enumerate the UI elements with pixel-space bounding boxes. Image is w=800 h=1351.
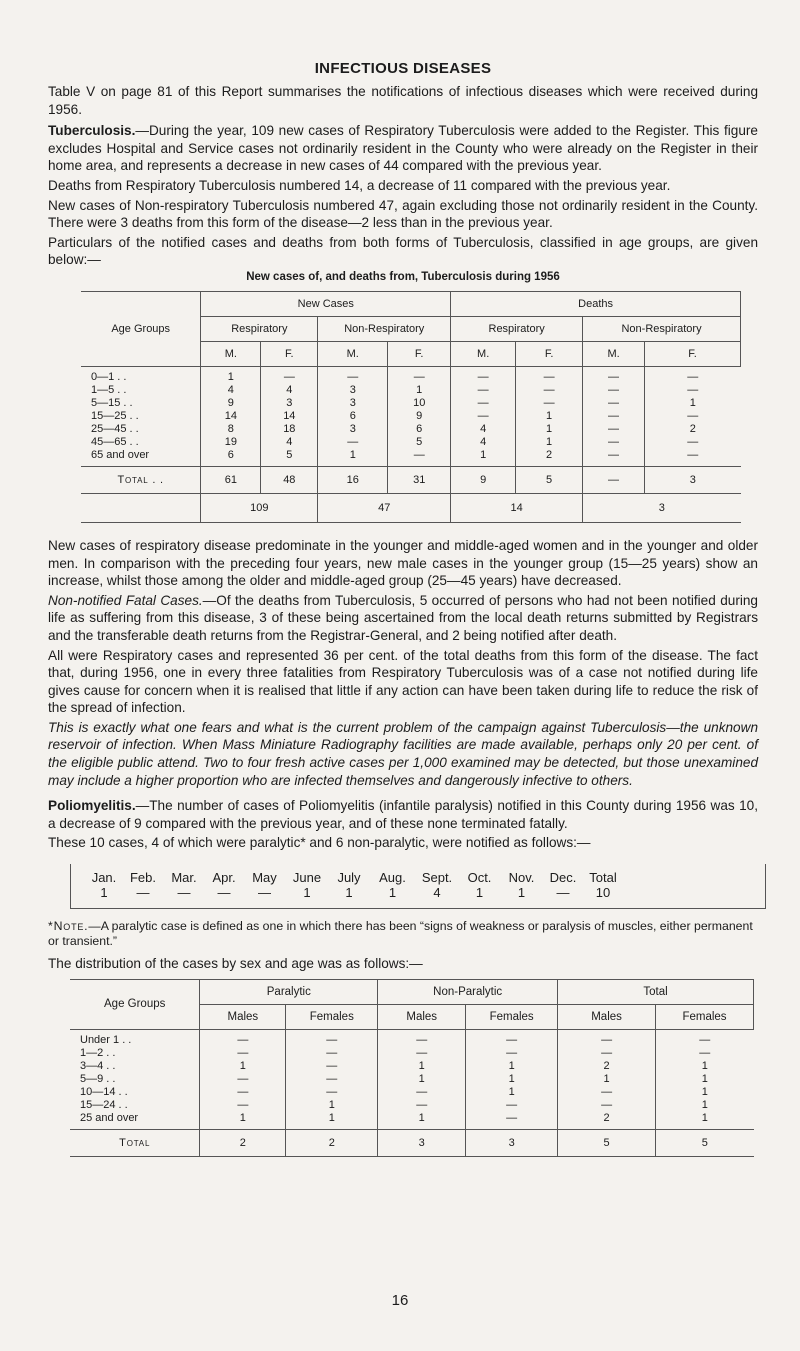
cell: — [416,1085,428,1098]
data-column [201,366,261,466]
data-column [645,366,741,466]
monthly-notifications [70,864,766,909]
cell: — [237,1072,249,1085]
tb-paragraph-3: New cases of Non-respiratory Tuberculosis numbered 47, again excluding those not ordinarily resident in the County. There were 3 deaths from this form of the disease—2 less than in the previous year. [48,197,758,231]
cell: — [601,1033,613,1046]
cell: — [608,435,620,448]
cell: — [237,1033,249,1046]
cell: — [237,1085,249,1098]
tuberculosis-table [81,291,741,523]
age-group-column [70,1029,200,1129]
cell: 3 [349,383,356,396]
cell: 1 [701,1085,708,1098]
total-cell: 3 [645,466,741,493]
total-cell: 61 [201,466,261,493]
cell: 9 [227,396,234,409]
data-column [656,1029,754,1129]
cell: — [237,1098,249,1111]
cell: 19 [224,435,237,448]
month-count: 1 [388,885,397,901]
month-label: July [337,870,361,886]
cell: 6 [349,409,356,422]
cell: — [608,448,620,461]
cell: 1 [349,448,356,461]
cell: 3 [349,396,356,409]
cell: — [543,383,555,396]
age-group-label: 5—15 . . [91,396,133,409]
cell: 1 [701,1072,708,1085]
col-f: F. [645,341,741,366]
cell: 1 [239,1111,246,1124]
cell: — [506,1098,518,1111]
deaths-header: Deaths [451,291,741,316]
new-resp-header: Respiratory [201,316,318,341]
age-group-label: Under 1 . . [80,1033,132,1046]
age-group-label: 15—25 . . [91,409,139,422]
col-f: F. [516,341,583,366]
data-column [318,366,388,466]
non-paralytic-header: Non-Paralytic [378,979,558,1004]
cell: 1 [508,1072,515,1085]
cell: 4 [286,383,293,396]
cell: — [416,1033,428,1046]
age-groups-header: Age Groups [70,979,200,1029]
col-males: Males [378,1004,466,1029]
age-group-label: 45—65 . . [91,435,139,448]
cell: — [477,409,489,422]
data-column [583,366,645,466]
cell: — [506,1046,518,1059]
data-column [286,1029,378,1129]
age-group-label: 5—9 . . [80,1072,116,1085]
month-label: May [252,870,277,886]
cell: — [326,1059,338,1072]
sum-blank [81,493,201,522]
cell: 1 [546,435,553,448]
new-cases-header: New Cases [201,291,451,316]
cell: — [687,435,699,448]
cell: 3 [286,396,293,409]
cell: — [477,370,489,383]
age-group-label: 1—5 . . [91,383,127,396]
age-group-label: 25 and over [80,1111,139,1124]
total-cell: — [583,466,645,493]
cell: — [699,1046,711,1059]
cell: — [687,409,699,422]
month-label: Dec. [549,870,577,886]
reservoir-paragraph: This is exactly what one fears and what is the current problem of the campaign against Tuberculosis—the unknown reservoir of infection. When Mass Miniature Radiography facilities are made available, perhaps only 20 per cent. of the eligible public attend. Two to four fresh active cases per 1,000 examined may be detected, but those unexamined may include a higher proportion who are infected themselves and dangerously infective to others. [48,719,758,788]
polio-paragraph-3: The distribution of the cases by sex and age was as follows:— [48,956,423,972]
cell: 1 [701,1111,708,1124]
data-column [388,366,451,466]
new-nonresp-header: Non-Respiratory [318,316,451,341]
age-group-label: 3—4 . . [80,1059,116,1072]
col-m: M. [583,341,645,366]
cell: — [283,370,295,383]
cell: 18 [283,422,296,435]
cell: — [543,396,555,409]
cell: 1 [328,1098,335,1111]
month-count: 1 [517,885,526,901]
intro-paragraph: Table V on page 81 of this Report summarises the notifications of infectious diseases which were received during 1956. [48,84,758,117]
month-count-row [85,885,765,900]
cell: — [687,448,699,461]
total-cell: 2 [286,1129,378,1156]
poliomyelitis-table [70,979,754,1157]
cell: 2 [603,1059,610,1072]
age-group-label: 65 and over [91,448,150,461]
cell: 2 [603,1111,610,1124]
cell: — [608,383,620,396]
col-males: Males [200,1004,286,1029]
total-cell: 31 [388,466,451,493]
total-label: Total [70,1129,200,1156]
month-header-row [85,870,765,885]
month-count: 10 [595,885,611,901]
cell: — [477,383,489,396]
cell: — [506,1033,518,1046]
age-group-label: 1—2 . . [80,1046,116,1059]
polio-heading: Poliomyelitis. [48,798,136,814]
cell: 14 [283,409,296,422]
cell: — [326,1046,338,1059]
sum-cell: 109 [201,493,318,522]
month-label: Jan. [91,870,117,886]
cell: 1 [418,1072,425,1085]
age-group-column [81,366,201,466]
month-label: Feb. [129,870,156,886]
cell: — [347,435,359,448]
month-label: Aug. [379,870,406,886]
cell: — [413,370,425,383]
month-count: 1 [100,885,108,901]
data-column [378,1029,466,1129]
paralytic-header: Paralytic [200,979,378,1004]
death-resp-header: Respiratory [451,316,583,341]
cell: 1 [418,1059,425,1072]
cell: — [699,1033,711,1046]
cell: — [347,370,359,383]
page-number: 16 [391,1292,409,1309]
col-females: Females [286,1004,378,1029]
cell: — [608,396,620,409]
col-m: M. [201,341,261,366]
tb-paragraph-4: Particulars of the notified cases and deaths from both forms of Tuberculosis, classified in age groups, are given below:— [48,234,758,268]
month-count: — [136,885,150,901]
cell: 6 [416,422,423,435]
month-count: 1 [345,885,353,901]
total-cell: 3 [378,1129,466,1156]
cell: — [326,1085,338,1098]
month-label: Oct. [467,870,492,886]
cell: 1 [416,383,423,396]
total-cell: 16 [318,466,388,493]
col-m: M. [318,341,388,366]
month-label: Sept. [421,870,453,886]
paralytic-footnote: *Note.—A paralytic case is defined as one in which there has been “signs of weakness or paralysis of muscles, either permanent or transient.” [48,919,753,949]
age-groups-header: Age Groups [81,291,201,366]
tb-paragraph-1: Tuberculosis.—During the year, 109 new cases of Respiratory Tuberculosis were added to the Register. This figure excludes Hospital and Service cases not ordinarily resident in the County who were already on the Register in their home area, and represents a decrease in new cases of 44 compared with the previous year. [48,123,758,174]
month-count: — [258,885,271,901]
month-label: Nov. [508,870,535,886]
cell: 4 [227,383,234,396]
page [48,60,758,1157]
cell: 1 [480,448,487,461]
total-cell: 5 [516,466,583,493]
cell: — [416,1098,428,1111]
polio-paragraph-2: These 10 cases, 4 of which were paralytic* and 6 non-paralytic, were notified as follows:— [48,835,591,851]
cell: 1 [603,1072,610,1085]
non-notified-heading: Non-notified Fatal Cases. [48,592,203,608]
col-m: M. [451,341,516,366]
polio-paragraph-1: Poliomyelitis.—The number of cases of Poliomyelitis (infantile paralysis) notified in this County during 1956 was 10, a decrease of 9 compared with the previous year, and of these none terminated fatally. [48,798,758,831]
col-f: F. [261,341,318,366]
cell: — [608,422,620,435]
cell: 2 [546,448,553,461]
month-label: Total [589,870,617,886]
data-column [466,1029,558,1129]
cell: — [413,448,425,461]
sum-cell: 3 [583,493,741,522]
col-females: Females [466,1004,558,1029]
page-title: INFECTIOUS DISEASES [314,60,492,77]
sum-cell: 14 [451,493,583,522]
cell: 1 [239,1059,246,1072]
cell: — [506,1111,518,1124]
cell: — [601,1085,613,1098]
cell: 1 [701,1059,708,1072]
cell: 4 [480,435,487,448]
month-count: 4 [433,885,441,901]
col-f: F. [388,341,451,366]
col-males: Males [558,1004,656,1029]
sum-cell: 47 [318,493,451,522]
cell: 1 [701,1098,708,1111]
cell: — [237,1046,249,1059]
age-group-label: 0—1 . . [91,370,127,383]
age-group-label: 15—24 . . [80,1098,128,1111]
cell: 2 [689,422,696,435]
cell: 9 [416,409,423,422]
data-column [200,1029,286,1129]
total-cell: 5 [558,1129,656,1156]
cell: 1 [546,409,553,422]
total-cell: 3 [466,1129,558,1156]
data-column [516,366,583,466]
cell: — [608,370,620,383]
month-label: June [292,870,322,886]
total-cell: 9 [451,466,516,493]
col-females: Females [656,1004,754,1029]
after-table-paragraph: New cases of respiratory disease predominate in the younger and middle-aged women and in the younger and older men. In comparison with the preceding four years, new male cases in the younger group (15—25 years) show an increase, whilst those among the older and middle-aged group (25—45 years) have decreased. [48,537,758,589]
cell: 1 [508,1085,515,1098]
tb-heading: Tuberculosis. [48,123,136,139]
data-column [558,1029,656,1129]
month-count: — [556,885,570,901]
cell: — [416,1046,428,1059]
data-column [451,366,516,466]
cell: 6 [227,448,234,461]
tb-paragraph-2: Deaths from Respiratory Tuberculosis numbered 14, a decrease of 11 compared with the previous year. [48,177,671,193]
month-count: — [217,885,231,901]
cell: — [326,1072,338,1085]
total-label: Total . . [81,466,201,493]
respiratory-paragraph: All were Respiratory cases and represented 36 per cent. of the total deaths from this form of the disease. The fact that, during 1956, one in every three fatalities from Respiratory Tuberculosis was of a case not notified during life gives cause for concern when it is realised that little if any action can have been taken during life to reduce the risk of the spread of infection. [48,647,758,716]
cell: 1 [689,396,696,409]
cell: 10 [413,396,426,409]
cell: 4 [286,435,293,448]
cell: 1 [546,422,553,435]
data-column [261,366,318,466]
cell: — [543,370,555,383]
note-label: *Note. [48,919,89,934]
cell: 1 [418,1111,425,1124]
cell: — [601,1098,613,1111]
total-cell: 5 [656,1129,754,1156]
table1-caption: New cases of, and deaths from, Tuberculosis during 1956 [246,270,560,283]
total-cell: 48 [261,466,318,493]
month-label: Apr. [212,870,236,886]
age-group-label: 25—45 . . [91,422,139,435]
total-cell: 2 [200,1129,286,1156]
cell: 5 [416,435,423,448]
cell: — [601,1046,613,1059]
death-nonresp-header: Non-Respiratory [583,316,741,341]
cell: — [326,1033,338,1046]
month-count: 1 [303,885,311,901]
cell: 4 [480,422,487,435]
cell: 8 [227,422,234,435]
cell: 1 [508,1059,515,1072]
cell: — [477,396,489,409]
age-group-label: 10—14 . . [80,1085,128,1098]
cell: — [687,370,699,383]
cell: — [687,383,699,396]
cell: 1 [227,370,234,383]
month-count: 1 [475,885,484,901]
cell: 1 [328,1111,335,1124]
cell: 3 [349,422,356,435]
cell: — [608,409,620,422]
month-label: Mar. [171,870,197,886]
cell: 5 [286,448,293,461]
month-count: — [177,885,191,901]
cell: 14 [224,409,237,422]
total-header: Total [558,979,754,1004]
non-notified-paragraph: Non-notified Fatal Cases.—Of the deaths from Tuberculosis, 5 occurred of persons who had not been notified during life as suffering from this disease, 3 of these being ascertained from the local death returns submitted by Registrars and the transferable death returns from the Registrar-General, and 2 being notified after death. [48,592,758,643]
